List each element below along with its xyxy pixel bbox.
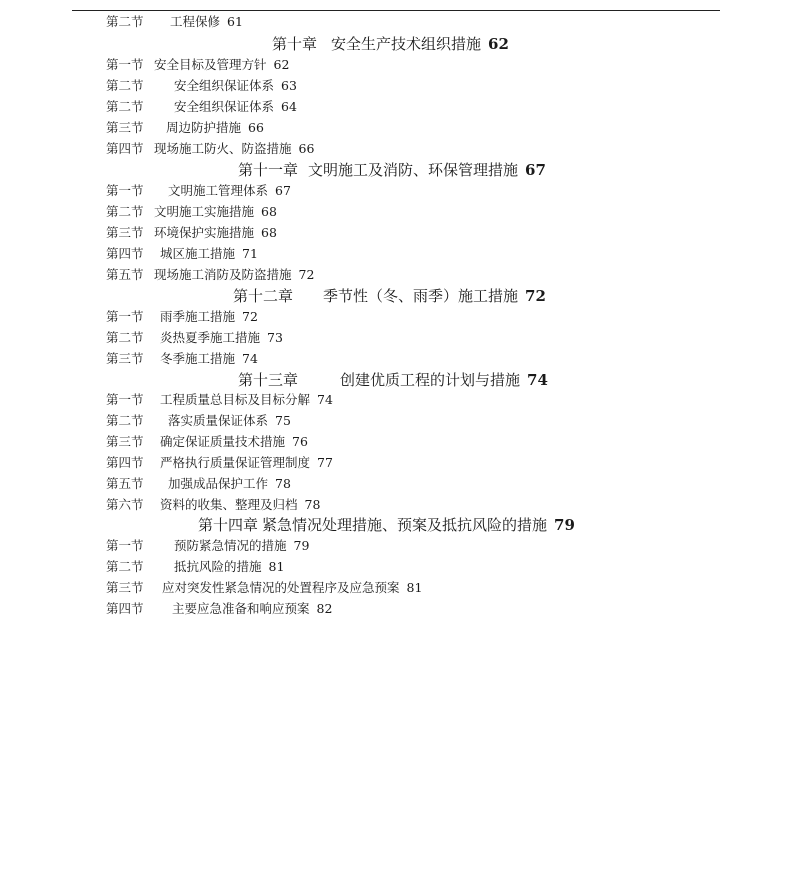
toc-section-entry[interactable] [106,349,258,369]
toc-section-entry[interactable] [106,265,314,285]
section-number: 第二节 [106,559,144,574]
section-title: 周边防护措施 [166,120,242,135]
chapter-title: 安全生产技术组织措施 [331,35,482,53]
chapter-number: 第十章 [272,35,318,53]
toc-section-entry[interactable] [106,12,243,32]
section-number: 第四节 [106,455,144,470]
section-number: 第三节 [106,120,144,135]
toc-section-entry[interactable] [106,453,333,473]
section-title: 加强成品保护工作 [168,476,269,491]
section-number: 第二节 [106,99,144,114]
section-title: 安全目标及管理方针 [154,57,267,72]
page-number: 63 [281,78,297,93]
page-number: 72 [525,287,546,305]
section-number: 第三节 [106,351,144,366]
section-title: 现场施工消防及防盗措施 [154,267,292,282]
page-number: 73 [267,330,283,345]
toc-section-entry[interactable] [106,536,309,556]
page-number: 68 [261,204,277,219]
toc-section-entry[interactable] [106,244,258,264]
section-title: 安全组织保证体系 [174,99,275,114]
section-title: 工程质量总目标及目标分解 [160,392,311,407]
section-number: 第三节 [106,434,144,449]
section-number: 第一节 [106,309,144,324]
section-number: 第一节 [106,538,144,553]
section-number: 第二节 [106,14,144,29]
toc-section-entry[interactable] [106,474,291,494]
toc-section-entry[interactable] [106,390,333,410]
toc-section-entry[interactable] [106,55,289,75]
toc-section-entry[interactable] [106,328,283,348]
section-number: 第四节 [106,141,144,156]
toc-chapter-entry[interactable] [272,33,509,55]
chapter-number: 第十一章 [238,161,299,179]
section-title: 资料的收集、整理及归档 [160,497,298,512]
page-number: 67 [525,161,546,179]
section-number: 第二节 [106,204,144,219]
section-title: 安全组织保证体系 [174,78,275,93]
toc-section-entry[interactable] [106,202,277,222]
toc-section-entry[interactable] [106,411,291,431]
section-number: 第一节 [106,183,144,198]
page-number: 71 [242,246,258,261]
toc-chapter-entry[interactable] [238,159,546,181]
chapter-number: 第十二章 [233,287,294,305]
page-number: 61 [227,14,243,29]
page-number: 62 [488,35,509,53]
page-number: 74 [527,371,548,389]
page-number: 79 [293,538,310,553]
section-number: 第二节 [106,78,144,93]
section-number: 第二节 [106,330,144,345]
page-number: 64 [281,99,297,114]
toc-section-entry[interactable] [106,578,422,598]
section-number: 第五节 [106,476,144,491]
section-title: 落实质量保证体系 [168,413,269,428]
toc-section-entry[interactable] [106,307,258,327]
chapter-title: 季节性（冬、雨季）施工措施 [323,287,519,305]
section-title: 环境保护实施措施 [154,225,255,240]
toc-chapter-entry[interactable] [233,285,546,307]
page-number: 67 [275,183,291,198]
chapter-title: 文明施工及消防、环保管理措施 [308,161,519,179]
page-number: 77 [317,455,333,470]
section-title: 严格执行质量保证管理制度 [160,455,311,470]
page-number: 76 [292,434,308,449]
page-number: 66 [298,141,315,156]
toc-section-entry[interactable] [106,181,291,201]
section-number: 第三节 [106,580,144,595]
page-number: 74 [317,392,333,407]
page-number: 81 [406,580,423,595]
section-title: 炎热夏季施工措施 [160,330,261,345]
toc-chapter-entry[interactable] [198,514,575,536]
section-number: 第四节 [106,246,144,261]
toc-chapter-entry[interactable] [238,369,548,391]
section-title: 文明施工管理体系 [168,183,269,198]
section-title: 冬季施工措施 [160,351,236,366]
toc-section-entry[interactable] [106,557,284,577]
page-number: 78 [275,476,291,491]
section-number: 第六节 [106,497,144,512]
section-title: 确定保证质量技术措施 [160,434,286,449]
toc-section-entry[interactable] [106,599,332,619]
page-number: 75 [275,413,291,428]
page-number: 78 [304,497,321,512]
page-number: 72 [242,309,258,324]
page-number: 68 [261,225,277,240]
section-number: 第一节 [106,57,144,72]
section-number: 第二节 [106,413,144,428]
section-title: 雨季施工措施 [160,309,236,324]
section-title: 预防紧急情况的措施 [174,538,287,553]
section-number: 第四节 [106,601,144,616]
section-title: 文明施工实施措施 [154,204,255,219]
section-title: 城区施工措施 [160,246,236,261]
toc-section-entry[interactable] [106,139,314,159]
section-number: 第三节 [106,225,144,240]
chapter-title: 创建优质工程的计划与措施 [340,371,521,389]
toc-section-entry[interactable] [106,118,264,138]
section-number: 第一节 [106,392,144,407]
toc-section-entry[interactable] [106,432,308,452]
section-title: 抵抗风险的措施 [174,559,262,574]
page-number: 82 [316,601,333,616]
toc-section-entry[interactable] [106,495,320,515]
chapter-number: 第十四章 [198,516,259,534]
page-number: 79 [554,516,575,534]
section-title: 主要应急准备和响应预案 [172,601,310,616]
toc-section-entry[interactable] [106,223,277,243]
page-number: 66 [248,120,264,135]
page-number: 72 [298,267,315,282]
toc-section-entry[interactable] [106,97,297,117]
chapter-number: 第十三章 [238,371,299,389]
toc-section-entry[interactable] [106,76,297,96]
section-number: 第五节 [106,267,144,282]
chapter-title: 紧急情况处理措施、预案及抵抗风险的措施 [262,516,548,534]
page-number: 74 [242,351,258,366]
section-title: 应对突发性紧急情况的处置程序及应急预案 [162,580,400,595]
page-number: 81 [268,559,285,574]
section-title: 现场施工防火、防盗措施 [154,141,292,156]
section-title: 工程保修 [170,14,221,29]
page-number: 62 [273,57,290,72]
